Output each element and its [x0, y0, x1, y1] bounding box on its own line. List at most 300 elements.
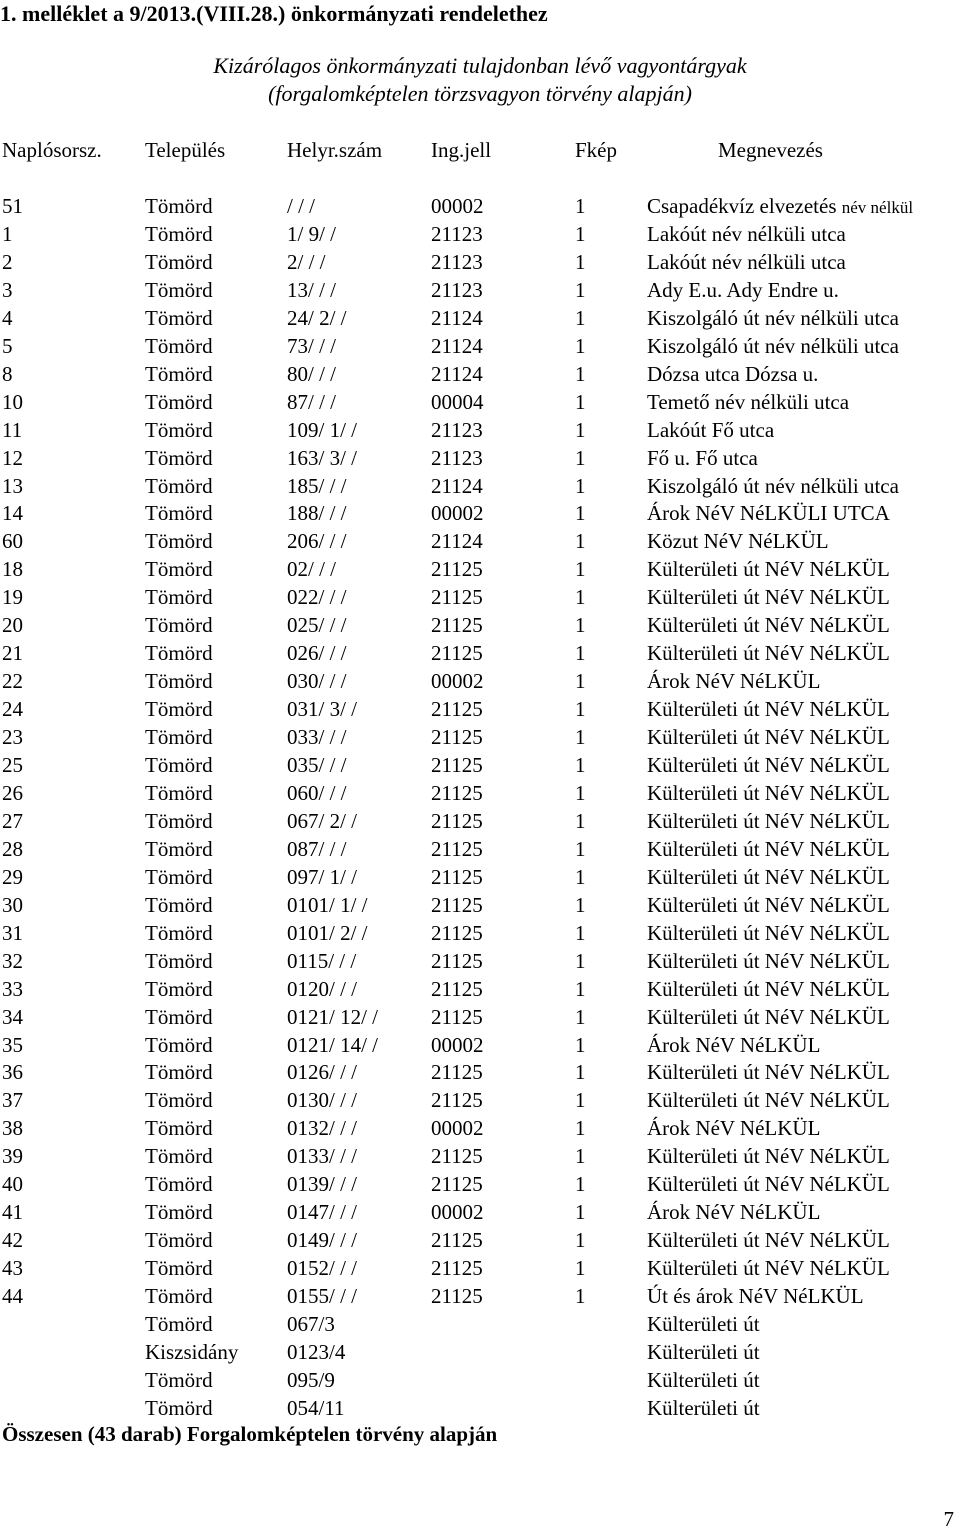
cell-megnevezes-text: Külterületi út NéV NéLKÜL [647, 585, 890, 610]
cell-megnevezes [647, 499, 890, 527]
cell-megnevezes-text: Árok NéV NéLKÜLI UTCA [647, 501, 890, 526]
cell-telepules-text: Tömörd [145, 389, 213, 414]
cell-fkep [575, 1031, 586, 1059]
cell-ingjell [431, 1058, 483, 1086]
cell-ingjell [431, 1254, 483, 1282]
table-row [0, 248, 960, 276]
cell-helyrszam [287, 723, 347, 751]
cell-ingjell-text: 21123 [431, 277, 483, 302]
cell-megnevezes-text: Külterületi út NéV NéLKÜL [647, 641, 890, 666]
cell-helyrszam-text: 067/ 2/ / [287, 808, 358, 833]
cell-megnevezes [647, 1031, 820, 1059]
cell-megnevezes-text: Külterületi út NéV NéLKÜL [647, 613, 890, 638]
cell-telepules-text: Tömörd [145, 361, 213, 386]
cell-ingjell [431, 1198, 484, 1226]
cell-telepules [145, 192, 213, 220]
cell-ingjell-text: 21125 [431, 1144, 483, 1169]
cell-naplosorsz-text: 25 [2, 753, 23, 777]
cell-helyrszam-text: 185/ / / [287, 473, 347, 498]
cell-fkep-text: 1 [575, 641, 586, 666]
cell-ingjell-text: 21125 [431, 1060, 483, 1085]
table-row [0, 1310, 960, 1338]
cell-megnevezes [647, 835, 890, 863]
cell-fkep-text: 1 [575, 669, 586, 694]
cell-ingjell [431, 639, 483, 667]
table-row [0, 583, 960, 611]
cell-fkep-text: 1 [575, 1116, 586, 1141]
cell-helyrszam [287, 751, 347, 779]
cell-ingjell-text: 21123 [431, 445, 483, 470]
cell-fkep [575, 1282, 586, 1310]
cell-naplosorsz-text: 51 [2, 194, 23, 218]
table-row [0, 1058, 960, 1086]
cell-fkep-text: 1 [575, 194, 586, 218]
document-title: Kizárólagos önkormányzati tulajdonban lévő vagyontárgyak [213, 53, 747, 78]
cell-ingjell [431, 919, 483, 947]
cell-telepules-text: Kiszsidány [145, 1339, 239, 1364]
cell-naplosorsz-text: 33 [2, 976, 23, 1001]
cell-megnevezes [647, 1338, 760, 1366]
column-header-telepules: Település [145, 138, 226, 162]
cell-naplosorsz [2, 1031, 23, 1059]
cell-naplosorsz-text: 27 [2, 808, 23, 833]
table-row [0, 975, 960, 1003]
cell-helyrszam [287, 1198, 357, 1226]
cell-megnevezes [647, 723, 890, 751]
cell-helyrszam-text: 0155/ / / [287, 1284, 358, 1309]
cell-telepules [145, 499, 213, 527]
cell-naplosorsz-text: 60 [2, 529, 23, 554]
cell-telepules [145, 276, 213, 304]
cell-naplosorsz-text: 37 [2, 1088, 23, 1113]
cell-telepules-text: Tömörd [145, 1060, 213, 1085]
cell-telepules-text: Tömörd [145, 1088, 213, 1113]
cell-naplosorsz-text: 23 [2, 725, 23, 750]
cell-megnevezes [647, 332, 899, 360]
cell-megnevezes [647, 667, 820, 695]
table-row [0, 863, 960, 891]
cell-ingjell [431, 835, 483, 863]
cell-helyrszam-text: 109/ 1/ / [287, 417, 358, 442]
cell-helyrszam-text: 02/ / / [287, 557, 337, 582]
cell-naplosorsz [2, 444, 23, 472]
cell-helyrszam [287, 555, 336, 583]
table-row [0, 332, 960, 360]
cell-megnevezes [647, 1226, 890, 1254]
column-header-helyrszam: Helyr.szám [287, 138, 383, 162]
cell-helyrszam [287, 1366, 335, 1394]
cell-megnevezes [647, 863, 890, 891]
cell-fkep-text: 1 [575, 920, 586, 945]
cell-naplosorsz [2, 192, 23, 220]
cell-fkep-text: 1 [575, 501, 586, 526]
cell-helyrszam-text: 087/ / / [287, 836, 347, 861]
cell-ingjell [431, 863, 483, 891]
cell-fkep-text: 1 [575, 221, 586, 246]
cell-helyrszam-text: 0101/ 2/ / [287, 920, 368, 945]
cell-megnevezes-suffix: név nélkül [841, 198, 914, 217]
cell-telepules-text: Tömörd [145, 669, 213, 694]
cell-naplosorsz [2, 332, 13, 360]
cell-megnevezes [647, 807, 890, 835]
cell-fkep-text: 1 [575, 725, 586, 750]
cell-naplosorsz [2, 472, 23, 500]
cell-helyrszam-text: 0126/ / / [287, 1060, 358, 1085]
cell-megnevezes-text: Külterületi út NéV NéLKÜL [647, 920, 890, 945]
cell-telepules [145, 695, 213, 723]
table-row [0, 1338, 960, 1366]
document-subtitle: (forgalomképtelen törzsvagyon törvény alapján) [268, 81, 692, 106]
cell-helyrszam-text: 0149/ / / [287, 1228, 358, 1253]
cell-helyrszam-text: 0101/ 1/ / [287, 892, 368, 917]
cell-telepules-text: Tömörd [145, 1116, 213, 1141]
cell-naplosorsz-text: 2 [2, 249, 13, 274]
table-row [0, 555, 960, 583]
cell-helyrszam [287, 1031, 378, 1059]
cell-fkep-text: 1 [575, 1256, 586, 1281]
cell-megnevezes-text: Külterületi út NéV NéLKÜL [647, 976, 890, 1001]
cell-telepules [145, 388, 213, 416]
cell-naplosorsz [2, 1282, 23, 1310]
cell-naplosorsz [2, 975, 23, 1003]
cell-fkep [575, 192, 586, 220]
cell-helyrszam-text: 163/ 3/ / [287, 445, 358, 470]
cell-megnevezes-text: Külterületi út NéV NéLKÜL [647, 1144, 890, 1169]
cell-naplosorsz [2, 1058, 23, 1086]
cell-fkep [575, 639, 586, 667]
cell-ingjell-text: 00004 [431, 389, 484, 414]
cell-naplosorsz-text: 40 [2, 1172, 23, 1197]
cell-helyrszam-text: 022/ / / [287, 585, 347, 610]
cell-telepules-text: Tömörd [145, 1367, 213, 1392]
cell-megnevezes [647, 1310, 760, 1338]
cell-ingjell [431, 192, 484, 220]
cell-fkep-text: 1 [575, 417, 586, 442]
cell-ingjell [431, 751, 483, 779]
cell-telepules-text: Tömörd [145, 473, 213, 498]
cell-megnevezes-text: Külterületi út [647, 1367, 760, 1392]
cell-helyrszam-text: 0147/ / / [287, 1200, 358, 1225]
cell-telepules [145, 416, 213, 444]
cell-fkep [575, 220, 586, 248]
cell-naplosorsz [2, 1254, 23, 1282]
cell-telepules-text: Tömörd [145, 725, 213, 750]
cell-telepules-text: Tömörd [145, 529, 213, 554]
cell-fkep [575, 360, 586, 388]
cell-telepules [145, 1254, 213, 1282]
table-row [0, 472, 960, 500]
table-row [0, 220, 960, 248]
cell-ingjell-text: 21125 [431, 585, 483, 610]
cell-megnevezes-text: Külterületi út NéV NéLKÜL [647, 864, 890, 889]
cell-helyrszam [287, 639, 347, 667]
cell-fkep-text: 1 [575, 753, 586, 777]
cell-helyrszam [287, 1254, 357, 1282]
table-row [0, 807, 960, 835]
cell-fkep-text: 1 [575, 389, 586, 414]
table-row [0, 304, 960, 332]
cell-helyrszam [287, 1226, 357, 1254]
cell-ingjell [431, 975, 483, 1003]
cell-telepules [145, 1031, 213, 1059]
cell-naplosorsz [2, 499, 23, 527]
cell-telepules-text: Tömörd [145, 1395, 213, 1420]
cell-megnevezes [647, 527, 829, 555]
cell-helyrszam-text: 025/ / / [287, 613, 347, 638]
cell-ingjell-text: 21124 [431, 305, 483, 330]
cell-fkep [575, 611, 586, 639]
cell-ingjell [431, 416, 483, 444]
cell-ingjell-text: 21125 [431, 1172, 483, 1197]
cell-helyrszam [287, 416, 357, 444]
cell-telepules [145, 1058, 213, 1086]
table-row [0, 1003, 960, 1031]
column-header-ingjell: Ing.jell [431, 138, 492, 162]
cell-telepules [145, 220, 213, 248]
table-row [0, 639, 960, 667]
cell-naplosorsz-text: 14 [2, 501, 23, 526]
cell-ingjell [431, 1142, 483, 1170]
cell-fkep [575, 1142, 586, 1170]
cell-ingjell [431, 1114, 484, 1142]
cell-fkep-text: 1 [575, 305, 586, 330]
table-row [0, 1226, 960, 1254]
cell-naplosorsz [2, 723, 23, 751]
cell-megnevezes-text: Út és árok NéV NéLKÜL [647, 1284, 864, 1309]
cell-telepules [145, 891, 213, 919]
cell-fkep [575, 248, 586, 276]
total-summary: Összesen (43 darab) Forgalomképtelen törvény alapján [2, 1422, 498, 1446]
cell-megnevezes-text: Külterületi út NéV NéLKÜL [647, 808, 890, 833]
cell-telepules [145, 332, 213, 360]
cell-telepules [145, 835, 213, 863]
cell-telepules [145, 975, 213, 1003]
cell-ingjell [431, 555, 483, 583]
cell-telepules [145, 248, 213, 276]
cell-ingjell-text: 00002 [431, 194, 484, 218]
table-row [0, 276, 960, 304]
cell-fkep [575, 723, 586, 751]
cell-ingjell-text: 21125 [431, 1256, 483, 1281]
cell-telepules-text: Tömörd [145, 585, 213, 610]
cell-helyrszam-text: 030/ / / [287, 669, 347, 694]
table-row [0, 1142, 960, 1170]
cell-naplosorsz [2, 555, 23, 583]
cell-ingjell-text: 21125 [431, 697, 483, 722]
cell-telepules-text: Tömörd [145, 1228, 213, 1253]
cell-ingjell [431, 1226, 483, 1254]
cell-telepules-text: Tömörd [145, 1032, 213, 1057]
cell-ingjell-text: 21125 [431, 1088, 483, 1113]
cell-ingjell [431, 695, 483, 723]
cell-telepules-text: Tömörd [145, 1284, 213, 1309]
cell-telepules [145, 611, 213, 639]
cell-megnevezes [647, 304, 899, 332]
cell-fkep [575, 835, 586, 863]
cell-naplosorsz-text: 24 [2, 697, 23, 722]
cell-helyrszam [287, 835, 347, 863]
cell-helyrszam-text: 095/9 [287, 1367, 335, 1392]
cell-telepules [145, 583, 213, 611]
cell-fkep [575, 1198, 586, 1226]
cell-megnevezes [647, 611, 890, 639]
cell-telepules [145, 1282, 213, 1310]
cell-helyrszam [287, 332, 336, 360]
cell-helyrszam [287, 388, 336, 416]
cell-telepules [145, 1114, 213, 1142]
cell-telepules-text: Tömörd [145, 221, 213, 246]
cell-ingjell [431, 444, 483, 472]
cell-telepules [145, 667, 213, 695]
cell-megnevezes [647, 472, 899, 500]
cell-helyrszam-text: 060/ / / [287, 780, 347, 805]
cell-megnevezes-text: Árok NéV NéLKÜL [647, 1200, 821, 1225]
cell-fkep [575, 1058, 586, 1086]
cell-helyrszam-text: 0132/ / / [287, 1116, 358, 1141]
cell-telepules [145, 919, 213, 947]
cell-ingjell [431, 499, 484, 527]
cell-ingjell [431, 527, 483, 555]
cell-helyrszam [287, 667, 347, 695]
cell-fkep [575, 919, 586, 947]
cell-ingjell-text: 00002 [431, 501, 484, 526]
cell-naplosorsz [2, 416, 22, 444]
cell-naplosorsz [2, 276, 13, 304]
table-row [0, 360, 960, 388]
cell-ingjell-text: 21125 [431, 920, 483, 945]
cell-megnevezes [647, 388, 849, 416]
cell-fkep [575, 499, 586, 527]
cell-ingjell-text: 00002 [431, 1116, 484, 1141]
cell-megnevezes [647, 639, 890, 667]
cell-megnevezes-text: Külterületi út NéV NéLKÜL [647, 836, 890, 861]
cell-helyrszam-text: 054/11 [287, 1395, 345, 1420]
cell-naplosorsz [2, 639, 23, 667]
cell-naplosorsz-text: 28 [2, 836, 23, 861]
cell-naplosorsz-text: 1 [2, 221, 13, 246]
column-header-fkep: Fkép [575, 138, 617, 162]
cell-naplosorsz [2, 779, 23, 807]
cell-megnevezes [647, 779, 890, 807]
column-header-naplosorsz: Naplósorsz. [2, 138, 102, 162]
cell-naplosorsz-text: 21 [2, 641, 23, 666]
cell-helyrszam [287, 695, 357, 723]
cell-ingjell [431, 1031, 484, 1059]
cell-helyrszam [287, 1170, 357, 1198]
cell-megnevezes-text: Külterületi út NéV NéLKÜL [647, 557, 890, 582]
cell-naplosorsz [2, 388, 23, 416]
table-row [0, 1170, 960, 1198]
cell-naplosorsz-text: 10 [2, 389, 23, 414]
cell-naplosorsz-text: 39 [2, 1144, 23, 1169]
cell-telepules-text: Tömörd [145, 1200, 213, 1225]
cell-fkep [575, 779, 586, 807]
table-row [0, 891, 960, 919]
cell-megnevezes-text: Külterületi út NéV NéLKÜL [647, 1004, 890, 1029]
cell-fkep [575, 472, 586, 500]
cell-naplosorsz-text: 30 [2, 892, 23, 917]
cell-fkep-text: 1 [575, 473, 586, 498]
cell-helyrszam-text: 033/ / / [287, 725, 347, 750]
table-row [0, 947, 960, 975]
cell-fkep-text: 1 [575, 976, 586, 1001]
cell-megnevezes [647, 416, 774, 444]
cell-helyrszam-text: 1/ 9/ / [287, 221, 337, 246]
cell-helyrszam-text: 0133/ / / [287, 1144, 358, 1169]
cell-helyrszam [287, 947, 356, 975]
cell-telepules-text: Tömörd [145, 780, 213, 805]
cell-helyrszam [287, 1142, 357, 1170]
cell-naplosorsz [2, 863, 23, 891]
cell-helyrszam-text: 0121/ 14/ / [287, 1032, 379, 1057]
table-row [0, 192, 960, 220]
cell-telepules [145, 1338, 238, 1366]
table-row [0, 611, 960, 639]
cell-telepules [145, 527, 213, 555]
cell-ingjell [431, 779, 483, 807]
cell-telepules [145, 723, 213, 751]
table-row [0, 835, 960, 863]
cell-naplosorsz [2, 1003, 23, 1031]
cell-megnevezes [647, 555, 890, 583]
cell-megnevezes-text: Külterületi út NéV NéLKÜL [647, 753, 890, 777]
column-header-megnevezes: Megnevezés [718, 138, 823, 162]
cell-telepules [145, 751, 213, 779]
cell-ingjell [431, 1086, 483, 1114]
cell-ingjell-text: 21124 [431, 333, 483, 358]
cell-helyrszam [287, 779, 347, 807]
cell-fkep [575, 975, 586, 1003]
cell-naplosorsz-text: 8 [2, 361, 13, 386]
cell-ingjell-text: 21125 [431, 1228, 483, 1253]
cell-fkep [575, 388, 586, 416]
cell-fkep-text: 1 [575, 892, 586, 917]
cell-megnevezes [647, 891, 890, 919]
cell-helyrszam-text: 0139/ / / [287, 1172, 358, 1197]
cell-megnevezes [647, 248, 846, 276]
cell-fkep-text: 1 [575, 1172, 586, 1197]
cell-fkep [575, 695, 586, 723]
cell-telepules-text: Tömörd [145, 1312, 213, 1336]
cell-naplosorsz [2, 1086, 23, 1114]
cell-ingjell [431, 304, 483, 332]
cell-helyrszam-text: 031/ 3/ / [287, 697, 358, 722]
cell-fkep-text: 1 [575, 361, 586, 386]
cell-fkep [575, 863, 586, 891]
cell-telepules-text: Tömörd [145, 948, 213, 973]
cell-naplosorsz [2, 1142, 23, 1170]
cell-ingjell [431, 611, 483, 639]
cell-helyrszam-text: 035/ / / [287, 753, 347, 777]
cell-megnevezes-text: Külterületi út [647, 1395, 760, 1420]
cell-naplosorsz-text: 31 [2, 920, 23, 945]
cell-naplosorsz [2, 919, 23, 947]
cell-ingjell [431, 276, 483, 304]
cell-ingjell [431, 1282, 483, 1310]
cell-ingjell-text: 21124 [431, 529, 483, 554]
cell-telepules-text: Tömörd [145, 445, 213, 470]
cell-naplosorsz [2, 1170, 23, 1198]
cell-telepules-text: Tömörd [145, 1004, 213, 1029]
cell-fkep-text: 1 [575, 333, 586, 358]
cell-telepules [145, 1170, 213, 1198]
cell-helyrszam [287, 975, 357, 1003]
cell-telepules [145, 1366, 213, 1394]
cell-ingjell-text: 21125 [431, 948, 483, 973]
cell-helyrszam-text: 0115/ / / [287, 948, 357, 973]
cell-ingjell-text: 21124 [431, 361, 483, 386]
cell-naplosorsz-text: 13 [2, 473, 23, 498]
